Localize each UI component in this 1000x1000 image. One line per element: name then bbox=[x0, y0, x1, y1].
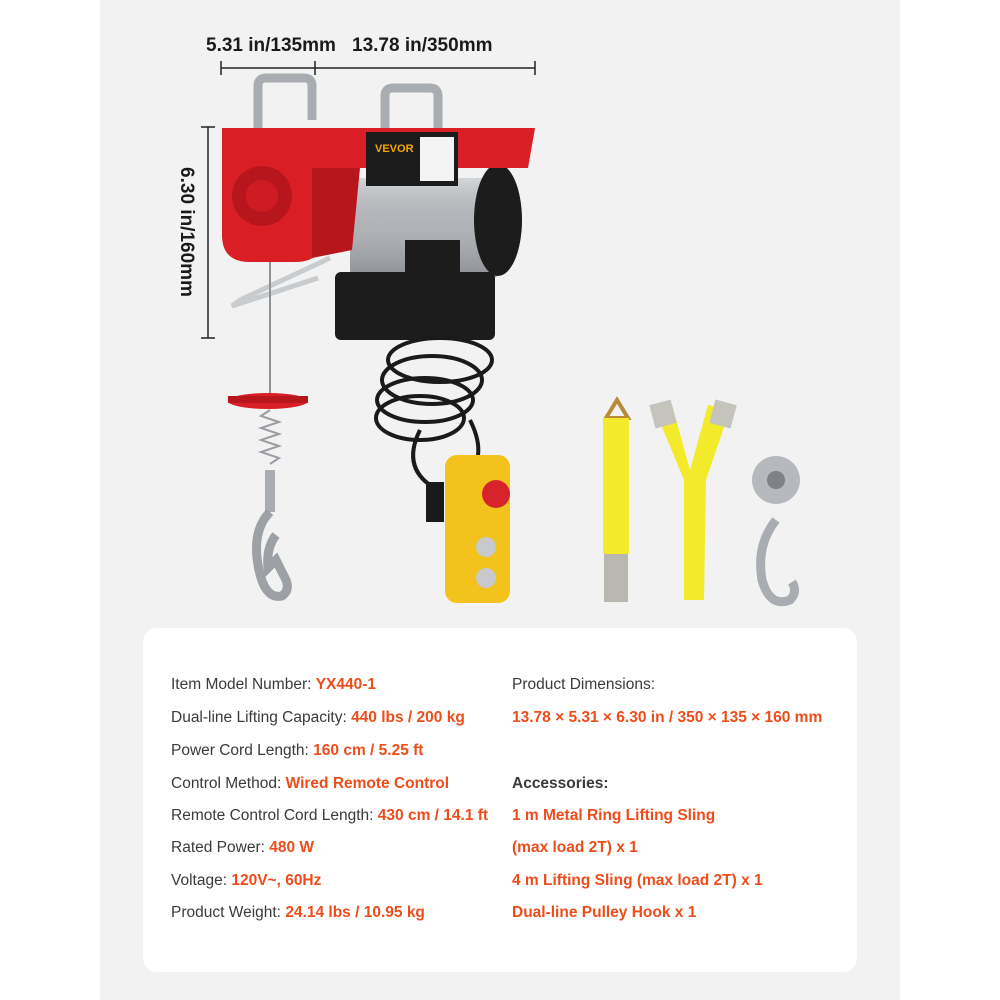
dimensions-value: 13.78 × 5.31 × 6.30 in / 350 × 135 × 160 mm bbox=[512, 709, 823, 726]
lifting-sling bbox=[649, 400, 736, 600]
spec-row-weight: Product Weight: 24.14 lbs / 10.95 kg bbox=[171, 904, 425, 921]
dimension-height: 6.30 in/160mm bbox=[176, 167, 197, 297]
spec-row-rated-power: Rated Power: 480 W bbox=[171, 839, 315, 856]
spec-row-model: Item Model Number: YX440-1 bbox=[171, 676, 377, 693]
dimensions-label: Product Dimensions: bbox=[512, 676, 656, 693]
hanging-brackets bbox=[258, 78, 438, 130]
motor bbox=[335, 164, 522, 340]
accessory-item: (max load 2T) x 1 bbox=[512, 839, 638, 856]
spec-row-power-cord: Power Cord Length: 160 cm / 5.25 ft bbox=[171, 742, 424, 759]
spec-row-capacity: Dual-line Lifting Capacity: 440 lbs / 200 kg bbox=[171, 709, 465, 726]
spec-row-remote-cord: Remote Control Cord Length: 430 cm / 14.1 ft bbox=[171, 807, 489, 824]
metal-ring-sling bbox=[603, 400, 629, 602]
accessory-item: 4 m Lifting Sling (max load 2T) x 1 bbox=[512, 872, 763, 889]
spec-card bbox=[143, 628, 857, 972]
accessory-item: 1 m Metal Ring Lifting Sling bbox=[512, 807, 716, 824]
remote-controller bbox=[445, 455, 510, 603]
spec-row-voltage: Voltage: 120V~, 60Hz bbox=[171, 872, 322, 889]
accessories-title: Accessories: bbox=[512, 775, 609, 792]
spec-row-control-method: Control Method: Wired Remote Control bbox=[171, 775, 450, 792]
pulley-hook bbox=[752, 456, 800, 602]
dimension-width-b: 13.78 in/350mm bbox=[352, 35, 493, 56]
handle-rail bbox=[232, 258, 330, 306]
dimension-width-a: 5.31 in/135mm bbox=[206, 35, 336, 56]
hook-assembly bbox=[228, 262, 308, 596]
accessory-item: Dual-line Pulley Hook x 1 bbox=[512, 904, 697, 921]
brand-logo: VEVOR bbox=[375, 143, 414, 155]
